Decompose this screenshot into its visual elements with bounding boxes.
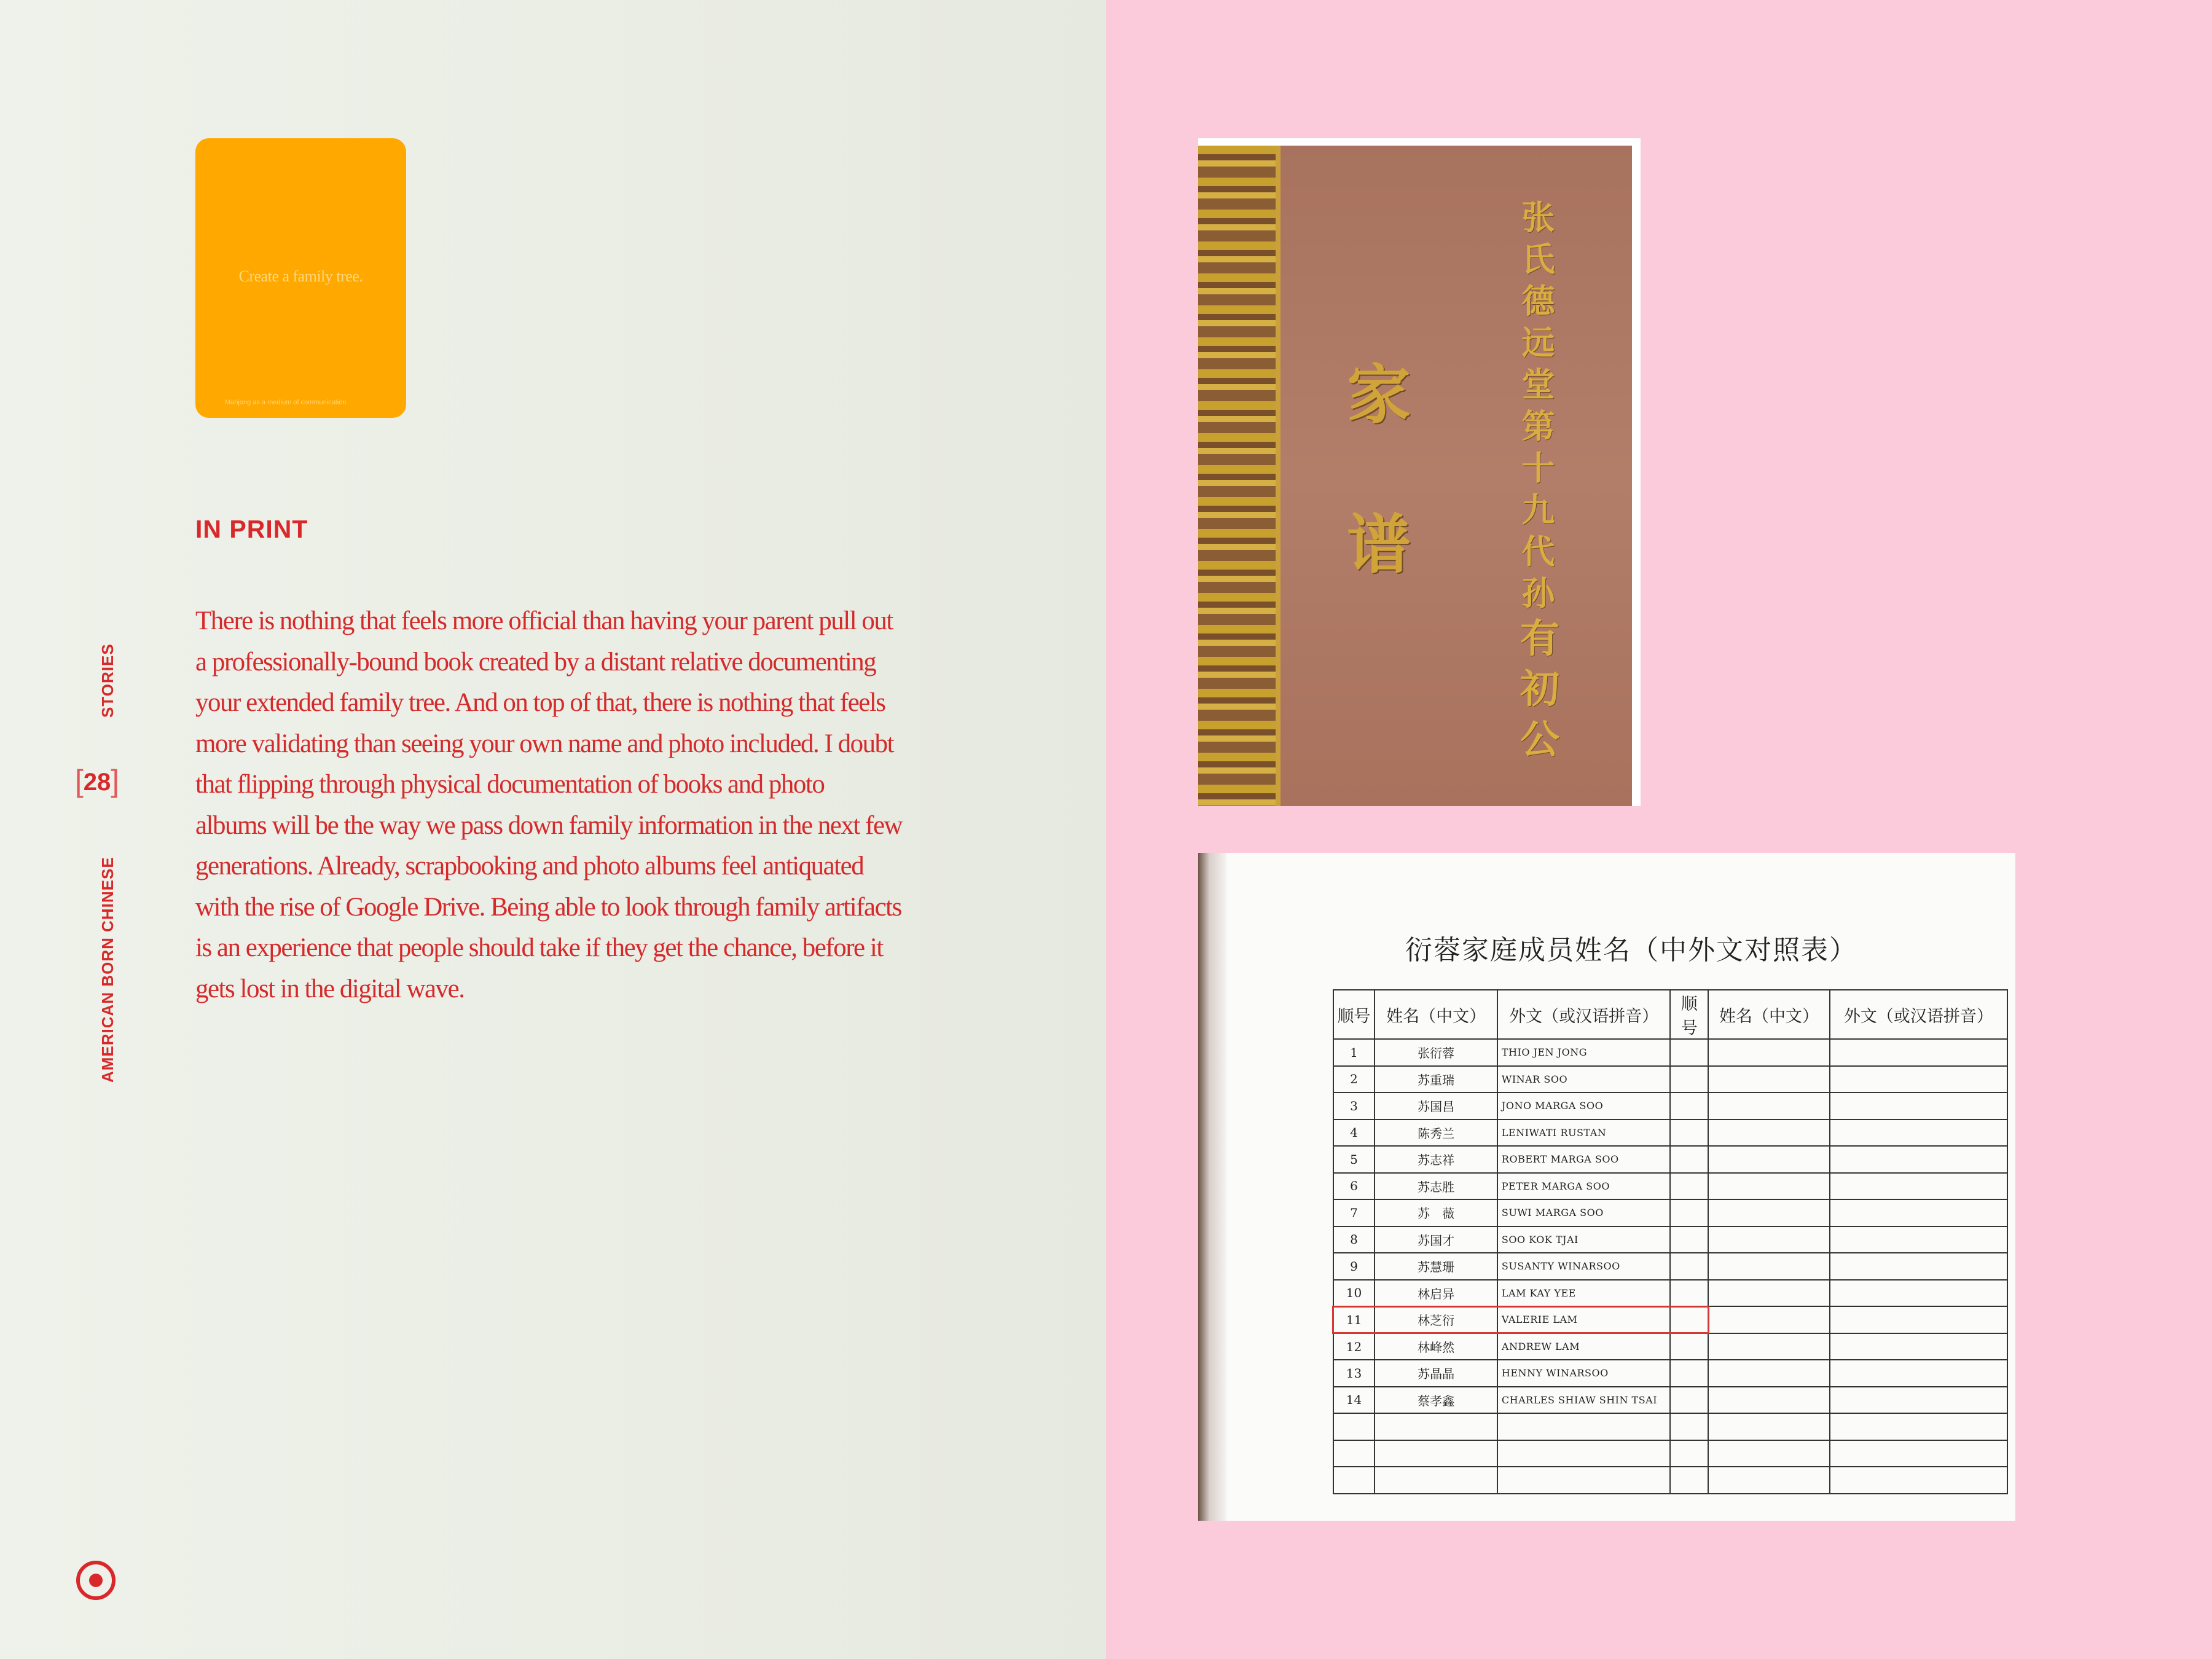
cover-surface xyxy=(1198,146,1632,806)
empty-cell xyxy=(1830,1120,2007,1147)
body-line: more validating than seeing your own name and photo included. I doubt xyxy=(195,729,894,758)
chinese-name-cell: 林峰然 xyxy=(1375,1333,1497,1360)
table-row xyxy=(1333,1387,2008,1414)
empty-cell xyxy=(1708,1226,1830,1253)
chinese-name-cell xyxy=(1375,1440,1497,1467)
member-table xyxy=(1332,989,2008,1494)
row-number-cell: 9 xyxy=(1333,1253,1375,1280)
header-cell: 顺号 xyxy=(1333,990,1375,1039)
bracket-left-icon: [ xyxy=(74,764,84,798)
page-number xyxy=(66,762,128,798)
empty-cell xyxy=(1708,1092,1830,1120)
body-line: is an experience that people should take if they get the chance, before it xyxy=(195,933,883,962)
empty-cell xyxy=(1670,1413,1708,1440)
table-row xyxy=(1333,1039,2008,1066)
table-row xyxy=(1333,1066,2008,1093)
row-number-cell: 13 xyxy=(1333,1360,1375,1387)
empty-cell xyxy=(1830,1387,2007,1414)
card-title: Create a family tree. xyxy=(238,267,363,285)
latin-name-cell: SUSANTY WINARSOO xyxy=(1497,1253,1670,1280)
empty-cell xyxy=(1670,1226,1708,1253)
header-cell: 外文（或汉语拼音） xyxy=(1497,990,1670,1039)
bracket-right-icon: ] xyxy=(111,764,120,798)
latin-name-cell: CHARLES SHIAW SHIN TSAI xyxy=(1497,1387,1670,1414)
latin-name-cell: ANDREW LAM xyxy=(1497,1333,1670,1360)
latin-name-cell: LAM KAY YEE xyxy=(1497,1280,1670,1307)
section-heading: IN PRINT xyxy=(195,515,308,543)
chinese-name-cell xyxy=(1375,1467,1497,1494)
latin-name-cell: LENIWATI RUSTAN xyxy=(1497,1120,1670,1147)
empty-cell xyxy=(1670,1120,1708,1147)
latin-name-cell: ROBERT MARGA SOO xyxy=(1497,1146,1670,1173)
table-row xyxy=(1333,1467,2008,1494)
chinese-name-cell: 苏 薇 xyxy=(1375,1199,1497,1226)
table-row xyxy=(1333,1253,2008,1280)
table-row xyxy=(1333,1333,2008,1360)
empty-cell xyxy=(1830,1306,2007,1333)
body-line: your extended family tree. And on top of that, there is nothing that feels xyxy=(195,688,885,717)
latin-name-cell: WINAR SOO xyxy=(1497,1066,1670,1093)
latin-name-cell: VALERIE LAM xyxy=(1497,1306,1670,1333)
empty-cell xyxy=(1708,1066,1830,1093)
table-header-row xyxy=(1333,990,2008,1039)
body-paragraph xyxy=(195,601,1006,1010)
latin-name-cell: HENNY WINARSOO xyxy=(1497,1360,1670,1387)
cover-side-strong: 有初公 xyxy=(1513,618,1559,769)
empty-cell xyxy=(1708,1467,1830,1494)
latin-name-cell: JONO MARGA SOO xyxy=(1497,1092,1670,1120)
row-number-cell xyxy=(1333,1440,1375,1467)
body-line: generations. Already, scrapbooking and photo albums feel antiquated xyxy=(195,852,864,880)
table-row xyxy=(1333,1146,2008,1173)
empty-cell xyxy=(1708,1306,1830,1333)
empty-cell xyxy=(1708,1253,1830,1280)
chinese-name-cell: 苏国昌 xyxy=(1375,1092,1497,1120)
empty-cell xyxy=(1670,1306,1708,1333)
table-row xyxy=(1333,1413,2008,1440)
empty-cell xyxy=(1670,1199,1708,1226)
row-number-cell: 1 xyxy=(1333,1039,1375,1066)
row-number-cell: 14 xyxy=(1333,1387,1375,1414)
table-row xyxy=(1333,1440,2008,1467)
empty-cell xyxy=(1670,1467,1708,1494)
empty-cell xyxy=(1830,1226,2007,1253)
card-footer: Mahjong as a medium of communication xyxy=(225,399,347,406)
row-number-cell: 7 xyxy=(1333,1199,1375,1226)
document-title: 衍蓉家庭成员姓名（中外文对照表） xyxy=(1405,935,1857,966)
empty-cell xyxy=(1708,1413,1830,1440)
empty-cell xyxy=(1670,1066,1708,1093)
chinese-name-cell: 蔡孝鑫 xyxy=(1375,1387,1497,1414)
empty-cell xyxy=(1708,1333,1830,1360)
header-cell: 顺号 xyxy=(1670,990,1708,1039)
empty-cell xyxy=(1830,1440,2007,1467)
row-number-cell: 2 xyxy=(1333,1066,1375,1093)
body-line: albums will be the way we pass down family information in the next few xyxy=(195,810,903,840)
table-row xyxy=(1333,1120,2008,1147)
empty-cell xyxy=(1830,1413,2007,1440)
row-number-cell: 11 xyxy=(1333,1306,1375,1333)
chinese-name-cell: 陈秀兰 xyxy=(1375,1120,1497,1147)
row-number-cell: 4 xyxy=(1333,1120,1375,1147)
empty-cell xyxy=(1708,1440,1830,1467)
chinese-name-cell: 苏慧珊 xyxy=(1375,1253,1497,1280)
chinese-name-cell: 苏重瑞 xyxy=(1375,1066,1497,1093)
cover-main-title: 家谱 xyxy=(1336,361,1411,661)
family-book-cover-image xyxy=(1198,138,1641,806)
empty-cell xyxy=(1670,1360,1708,1387)
empty-cell xyxy=(1670,1333,1708,1360)
table-row xyxy=(1333,1173,2008,1200)
empty-cell xyxy=(1670,1092,1708,1120)
body-line: There is nothing that feels more official than having your parent pull out xyxy=(195,606,893,635)
latin-name-cell xyxy=(1497,1440,1670,1467)
chinese-name-cell: 林启异 xyxy=(1375,1280,1497,1307)
latin-name-cell: SUWI MARGA SOO xyxy=(1497,1199,1670,1226)
chinese-name-cell: 苏晶晶 xyxy=(1375,1360,1497,1387)
empty-cell xyxy=(1708,1280,1830,1307)
row-number-cell: 8 xyxy=(1333,1226,1375,1253)
table-row xyxy=(1333,1199,2008,1226)
chinese-name-cell: 苏国才 xyxy=(1375,1226,1497,1253)
empty-cell xyxy=(1830,1092,2007,1120)
empty-cell xyxy=(1830,1360,2007,1387)
body-line: with the rise of Google Drive. Being able to look through family artifacts xyxy=(195,892,901,922)
empty-cell xyxy=(1670,1146,1708,1173)
empty-cell xyxy=(1708,1387,1830,1414)
empty-cell xyxy=(1830,1039,2007,1066)
table-row xyxy=(1333,1306,2008,1333)
empty-cell xyxy=(1670,1440,1708,1467)
empty-cell xyxy=(1708,1146,1830,1173)
activity-card[interactable] xyxy=(195,138,406,418)
table-body xyxy=(1333,1039,2008,1494)
empty-cell xyxy=(1670,1387,1708,1414)
row-number-cell: 6 xyxy=(1333,1173,1375,1200)
table-row xyxy=(1333,1226,2008,1253)
empty-cell xyxy=(1830,1146,2007,1173)
empty-cell xyxy=(1670,1039,1708,1066)
body-line: gets lost in the digital wave. xyxy=(195,974,465,1003)
latin-name-cell xyxy=(1497,1467,1670,1494)
latin-name-cell: PETER MARGA SOO xyxy=(1497,1173,1670,1200)
empty-cell xyxy=(1830,1467,2007,1494)
latin-name-cell: SOO KOK TJAI xyxy=(1497,1226,1670,1253)
cover-side-text xyxy=(1512,200,1561,769)
table-row xyxy=(1333,1360,2008,1387)
body-line: a professionally-bound book created by a distant relative documenting xyxy=(195,647,876,677)
chinese-name-cell: 林芝衍 xyxy=(1375,1306,1497,1333)
ornament-band xyxy=(1198,146,1276,806)
row-number-cell: 5 xyxy=(1333,1146,1375,1173)
header-cell: 姓名（中文） xyxy=(1708,990,1830,1039)
row-number-cell xyxy=(1333,1467,1375,1494)
empty-cell xyxy=(1708,1173,1830,1200)
latin-name-cell xyxy=(1497,1413,1670,1440)
page-number-value: 28 xyxy=(83,769,111,796)
target-logo-icon xyxy=(76,1561,116,1600)
chinese-name-cell: 苏志祥 xyxy=(1375,1146,1497,1173)
header-cell: 外文（或汉语拼音） xyxy=(1830,990,2007,1039)
row-number-cell: 3 xyxy=(1333,1092,1375,1120)
empty-cell xyxy=(1708,1120,1830,1147)
empty-cell xyxy=(1830,1066,2007,1093)
folio-publication: AMERICAN BORN CHINESE xyxy=(98,857,117,1083)
row-number-cell: 12 xyxy=(1333,1333,1375,1360)
family-member-table-image xyxy=(1198,853,2015,1521)
empty-cell xyxy=(1830,1173,2007,1200)
chinese-name-cell: 苏志胜 xyxy=(1375,1173,1497,1200)
header-cell: 姓名（中文） xyxy=(1375,990,1497,1039)
empty-cell xyxy=(1708,1360,1830,1387)
folio-section: STORIES xyxy=(98,643,117,718)
empty-cell xyxy=(1830,1280,2007,1307)
empty-cell xyxy=(1670,1253,1708,1280)
row-number-cell: 10 xyxy=(1333,1280,1375,1307)
empty-cell xyxy=(1708,1039,1830,1066)
body-line: that flipping through physical documentation of books and photo xyxy=(195,770,825,799)
empty-cell xyxy=(1830,1333,2007,1360)
empty-cell xyxy=(1670,1173,1708,1200)
row-number-cell xyxy=(1333,1413,1375,1440)
empty-cell xyxy=(1708,1199,1830,1226)
table-row xyxy=(1333,1092,2008,1120)
chinese-name-cell: 张衍蓉 xyxy=(1375,1039,1497,1066)
latin-name-cell: THIO JEN JONG xyxy=(1497,1039,1670,1066)
cover-side-line: 张氏德远堂第十九代孙 xyxy=(1516,200,1556,618)
empty-cell xyxy=(1830,1199,2007,1226)
table-row xyxy=(1333,1280,2008,1307)
empty-cell xyxy=(1830,1253,2007,1280)
chinese-name-cell xyxy=(1375,1413,1497,1440)
empty-cell xyxy=(1670,1280,1708,1307)
